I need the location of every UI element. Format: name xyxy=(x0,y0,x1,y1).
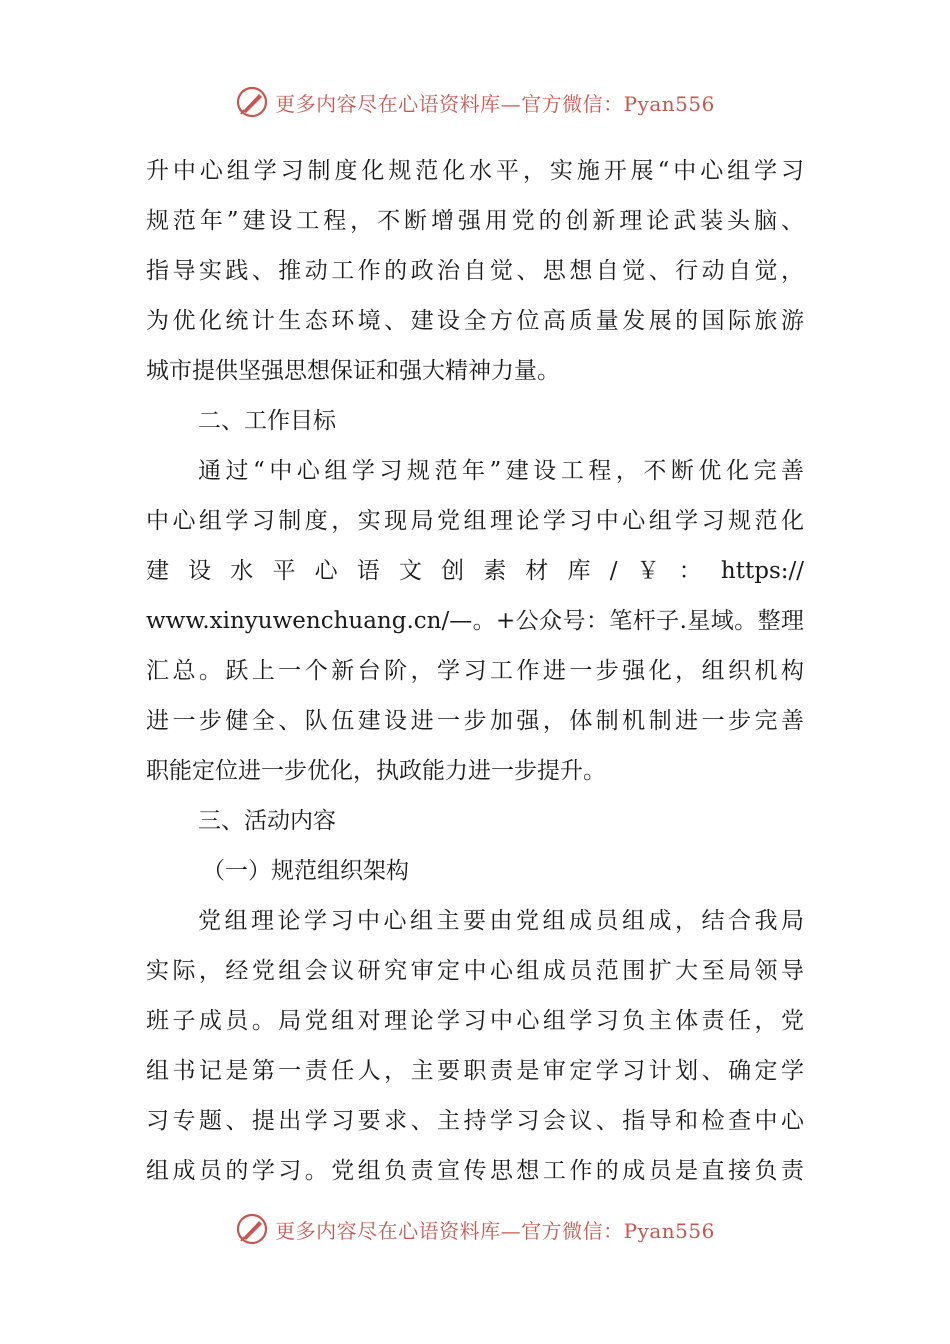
body-line: www.xinyuwenchuang.cn/—。+公众号：笔杆子.星域。整理 xyxy=(146,608,804,634)
footer-watermark xyxy=(0,1207,950,1251)
body-line: 升中心组学习制度化规范化水平，实施开展“中心组学习 xyxy=(146,158,804,184)
body-line: 进一步健全、队伍建设进一步加强，体制机制进一步完善 xyxy=(146,708,804,734)
section-heading: 二、工作目标 xyxy=(198,408,336,434)
body-line: 中心组学习制度，实现局党组理论学习中心组学习规范化 xyxy=(146,508,804,534)
quill-logo-icon xyxy=(235,85,269,119)
body-line: 汇总。跃上一个新台阶，学习工作进一步强化，组织机构 xyxy=(146,658,804,684)
document-body xyxy=(146,146,804,1196)
body-line: 通过“中心组学习规范年”建设工程，不断优化完善 xyxy=(198,458,804,484)
body-line: 建设水平心语文创素材库/￥：https:// xyxy=(146,558,804,584)
body-line: 实际，经党组会议研究审定中心组成员范围扩大至局领导 xyxy=(146,958,804,984)
header-watermark xyxy=(0,80,950,124)
body-line: 职能定位进一步优化，执政能力进一步提升。 xyxy=(146,758,606,784)
body-line: 班子成员。局党组对理论学习中心组学习负主体责任，党 xyxy=(146,1008,804,1034)
body-line: 指导实践、推动工作的政治自觉、思想自觉、行动自觉， xyxy=(146,258,804,284)
section-heading: 三、活动内容 xyxy=(198,808,336,834)
body-line: 习专题、提出学习要求、主持学习会议、指导和检查中心 xyxy=(146,1108,804,1134)
quill-logo-icon xyxy=(235,1212,269,1246)
watermark-text: 更多内容尽在心语资料库—官方微信：Pyan556 xyxy=(275,1218,715,1243)
body-line: 组成员的学习。党组负责宣传思想工作的成员是直接负责 xyxy=(146,1158,804,1184)
body-line: 党组理论学习中心组主要由党组成员组成，结合我局 xyxy=(198,908,804,934)
body-line: 规范年”建设工程，不断增强用党的创新理论武装头脑、 xyxy=(146,208,804,234)
subsection-heading: （一）规范组织架构 xyxy=(202,858,409,884)
body-line: 为优化统计生态环境、建设全方位高质量发展的国际旅游 xyxy=(146,308,804,334)
watermark-text: 更多内容尽在心语资料库—官方微信：Pyan556 xyxy=(275,91,715,116)
body-line: 组书记是第一责任人，主要职责是审定学习计划、确定学 xyxy=(146,1058,804,1084)
body-line: 城市提供坚强思想保证和强大精神力量。 xyxy=(146,358,560,384)
